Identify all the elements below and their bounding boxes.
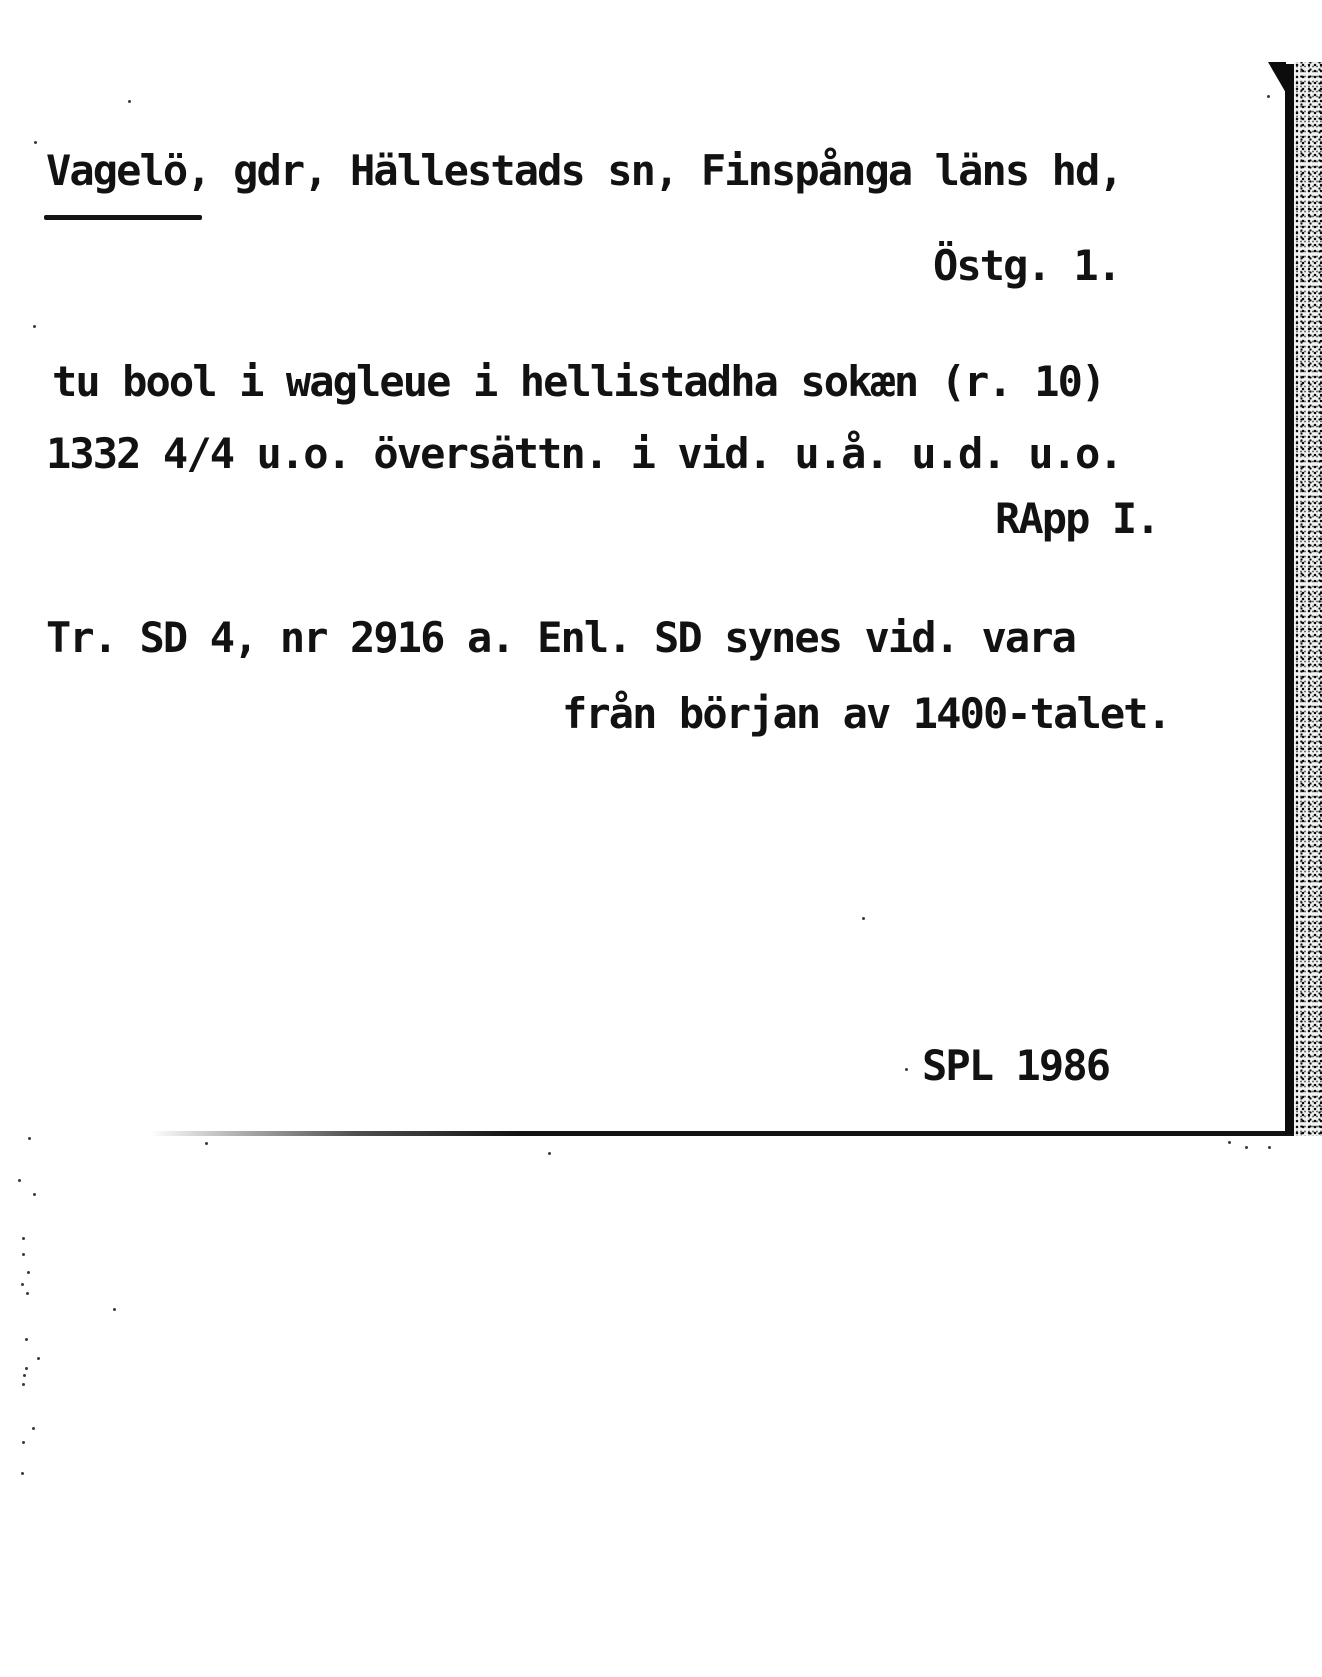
scan-speck — [32, 1427, 35, 1430]
scan-noise-strip — [1294, 62, 1322, 1136]
excerpt-line: tu bool i wagleue i hellistadha sokæn (r. 10) — [52, 357, 1105, 406]
scan-speck — [21, 1283, 24, 1286]
scan-speck — [205, 1142, 208, 1145]
scan-speck — [905, 1068, 908, 1071]
date-line: 1332 4/4 u.o. översättn. i vid. u.å. u.d. u.o. — [46, 429, 1122, 478]
place-name-context: , gdr, Hällestads sn, Finspånga läns hd, — [186, 146, 1122, 195]
scan-speck — [18, 1179, 21, 1182]
scan-speck — [22, 1253, 25, 1256]
scan-speck — [1267, 95, 1270, 98]
scan-speck — [128, 100, 131, 103]
place-name: Vagelö — [46, 146, 187, 195]
scan-speck — [33, 1193, 36, 1196]
scan-speck — [1268, 1146, 1271, 1149]
card-heading-line — [46, 146, 1122, 195]
scan-speck — [23, 1374, 26, 1377]
scan-speck — [22, 1441, 25, 1444]
scan-speck — [33, 325, 36, 328]
scan-speck — [22, 1383, 25, 1386]
card-edge-corner-icon — [1268, 62, 1286, 93]
place-name-underline — [44, 215, 202, 220]
scan-speck — [25, 1338, 28, 1341]
scan-speck — [28, 1137, 31, 1140]
archive-source-reference: RApp I. — [995, 494, 1159, 543]
print-note-line-2: från början av 1400-talet. — [562, 689, 1171, 738]
scan-speck — [37, 1357, 40, 1360]
scan-speck — [34, 141, 37, 144]
card-edge-bar — [1285, 64, 1294, 1134]
scan-speck — [25, 1367, 28, 1370]
card-bottom-edge — [150, 1131, 1303, 1136]
scan-speck — [27, 1271, 30, 1274]
print-note-line-1: Tr. SD 4, nr 2916 a. Enl. SD synes vid. vara — [46, 613, 1075, 662]
scan-speck — [1228, 1141, 1231, 1144]
scan-speck — [21, 1472, 24, 1475]
scan-speck — [548, 1152, 551, 1155]
scan-speck — [1245, 1146, 1248, 1149]
signature-year: SPL 1986 — [922, 1041, 1110, 1090]
scan-speck — [862, 917, 865, 920]
scan-speck — [113, 1308, 116, 1311]
scan-speck — [22, 1237, 25, 1240]
scan-speck — [26, 1292, 29, 1295]
district-reference: Östg. 1. — [933, 241, 1121, 290]
